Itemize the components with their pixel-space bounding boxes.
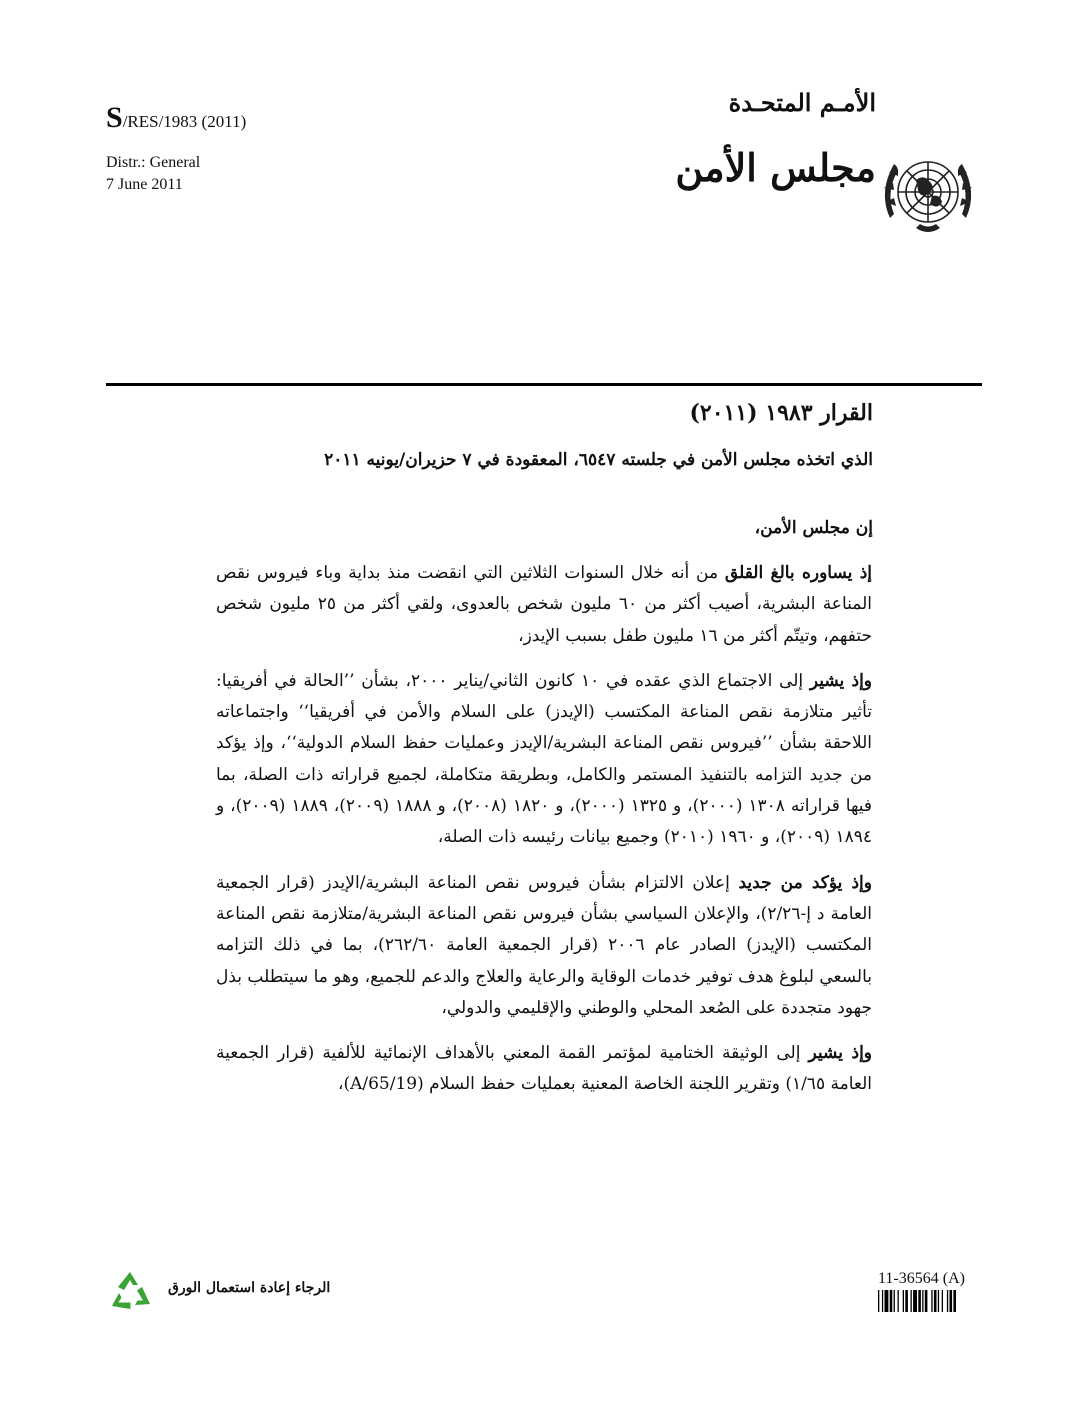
paragraph-text: إعلان الالتزام بشأن فيروس نقص المناعة البشرية/الإيدز (قرار الجمعية العامة د إ-٢/٢٦)، والإعلان السياسي بشأن فيروس نقص المناعة البشرية/متلازمة نقص المناعة المكتسب (الإيدز) الصادر عام ٢٠٠٦ (قرار الجمعية العامة ٢٦٢/٦٠)، بما في ذلك التزامه بالسعي لبلوغ هدف توفير خدمات الوقاية والرعاية والعلاج والدعم للجميع، وهو ما سيتطلب بذل جهود متجددة على الصُعد المحلي والوطني والإقليمي والدولي، [216, 872, 873, 1018]
symbol-rest: /RES/1983 (2011) [122, 112, 247, 131]
distribution-label: Distr.: General [106, 154, 201, 171]
resolution-subtitle: الذي اتخذه مجلس الأمن في جلسته ٦٥٤٧، المعقودة في ٧ حزيران/يونيه ٢٠١١ [324, 450, 873, 470]
un-emblem-icon [876, 140, 980, 244]
recycle-notice: الرجاء إعادة استعمال الورق [168, 1280, 331, 1296]
paragraph-lead: وإذ يؤكد من جديد [738, 872, 872, 893]
paragraph [216, 1038, 872, 1101]
council-name: مجلس الأمن [675, 145, 876, 190]
paragraph-lead: وإذ يشير [808, 1043, 873, 1064]
paragraph [216, 666, 872, 854]
paragraph [216, 868, 872, 1024]
header-divider [106, 383, 982, 386]
paragraph-text: إلى الاجتماع الذي عقده في ١٠ كانون الثاني/يناير ٢٠٠٠، بشأن ’’الحالة في أفريقيا: تأثير متلازمة نقص المناعة المكتسب (الإيدز) على السلام والأمن في أفريقيا‘‘ واجتماعاته اللاحقة بشأن ’’فيروس نقص المناعة البشرية/الإيدز وعمليات حفظ السلام الدولية‘‘، وإذ يؤكد من جديد التزامه بالتنفيذ المستمر والكامل، وبطريقة متكاملة، لجميع قراراته ذات الصلة، بما فيها قراراته ١٣٠٨ (٢٠٠٠)، و ١٣٢٥ (٢٠٠٠)، و ١٨٢٠ (٢٠٠٨)، و ١٨٨٨ (٢٠٠٩)، ١٨٨٩ (٢٠٠٩)، و ١٨٩٤ (٢٠٠٩)، و ١٩٦٠ (٢٠١٠) وجميع بيانات رئيسه ذات الصلة، [216, 670, 873, 848]
organization-name: الأمـم المتحـدة [728, 88, 876, 117]
paragraph-lead: وإذ يشير [809, 670, 873, 691]
paragraph [216, 558, 872, 652]
barcode-icon [878, 1290, 982, 1312]
resolution-title: القرار ١٩٨٣ (٢٠١١) [689, 400, 873, 426]
document-date: 7 June 2011 [106, 176, 183, 193]
job-number: 11-36564 (A) [878, 1270, 965, 1287]
preambular-paragraphs [216, 558, 872, 1115]
document-symbol [106, 101, 246, 135]
paragraph-text: من أنه خلال السنوات الثلاثين التي انقضت منذ بداية وباء فيروس نقص المناعة البشرية، أصيب أكثر من ٦٠ مليون شخص بالعدوى، ولقي أكثر من ٢٥ مليون شخص حتفهم، وتيتّم أكثر من ١٦ مليون طفل بسبب الإيدز، [216, 563, 872, 646]
recycle-icon [106, 1268, 154, 1316]
paragraph-text: إلى الوثيقة الختامية لمؤتمر القمة المعني بالأهداف الإنمائية للألفية (قرار الجمعية العامة ١/٦٥) وتقرير اللجنة الخاصة المعنية بعمليات حفظ السلام (A/65/19)، [216, 1043, 872, 1095]
symbol-prefix: S [106, 101, 123, 134]
preamble-opening: إن مجلس الأمن، [754, 518, 873, 538]
distribution-block [106, 152, 200, 196]
paragraph-lead: إذ يساوره بالغ القلق [724, 563, 872, 583]
